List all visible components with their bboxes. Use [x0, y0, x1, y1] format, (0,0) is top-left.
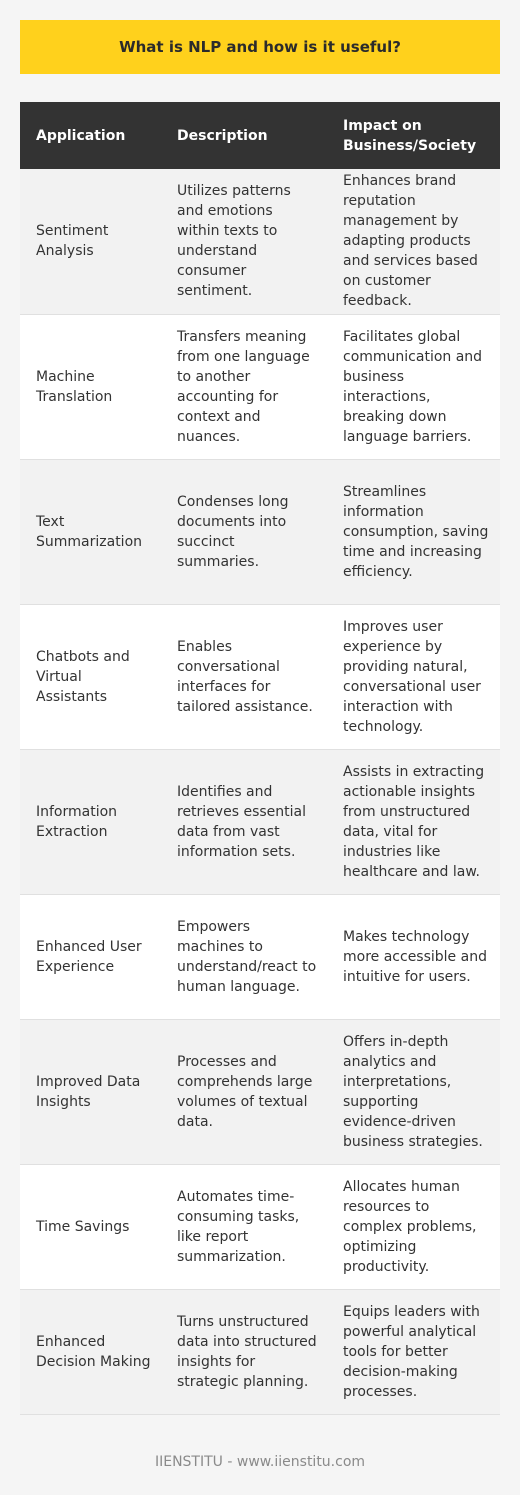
cell-impact: Makes technology more accessible and intuitive for users. — [343, 928, 487, 985]
cell-description: Identifies and retrieves essential data from vast information sets. — [177, 783, 306, 860]
cell-application: Improved Data Insights — [36, 1073, 141, 1110]
cell-impact: Assists in extracting actionable insights from unstructured data, vital for industries like healthcare and law. — [343, 763, 485, 880]
table-row — [20, 894, 500, 1019]
table-row — [20, 1289, 500, 1414]
table-row — [20, 314, 500, 459]
column-header-impact: Impact on Business/Society — [343, 117, 477, 154]
cell-application: Text Summarization — [36, 513, 143, 550]
cell-description: Turns unstructured data into structured insights for strategic planning. — [177, 1313, 317, 1390]
table-header — [20, 102, 500, 169]
footer-credit: IIENSTITU - www.iienstitu.com — [154, 1454, 366, 1470]
cell-application: Time Savings — [36, 1218, 130, 1235]
column-header-description: Description — [177, 127, 268, 144]
table-body — [20, 169, 500, 1414]
table-row — [20, 604, 500, 749]
cell-description: Automates time-consuming tasks, like report summarization. — [177, 1188, 300, 1265]
cell-application: Chatbots and Virtual Assistants — [36, 648, 130, 705]
cell-impact: Improves user experience by providing natural, conversational user interaction with technology. — [343, 618, 481, 735]
table-row — [20, 1019, 500, 1164]
table-row — [20, 459, 500, 604]
cell-application: Sentiment Analysis — [36, 223, 109, 260]
cell-description: Transfers meaning from one language to another accounting for context and nuances. — [177, 328, 310, 445]
page-title: What is NLP and how is it useful? — [20, 20, 500, 74]
cell-application: Machine Translation — [36, 368, 113, 405]
cell-description: Empowers machines to understand/react to human language. — [177, 918, 317, 995]
cell-impact: Streamlines information consumption, saving time and increasing efficiency. — [343, 483, 489, 580]
table-row — [20, 1164, 500, 1289]
cell-impact: Allocates human resources to complex problems, optimizing productivity. — [343, 1178, 477, 1275]
cell-impact: Enhances brand reputation management by adapting products and services based on customer feedback. — [343, 173, 478, 310]
cell-application: Information Extraction — [36, 803, 118, 840]
cell-description: Condenses long documents into succinct summaries. — [177, 493, 289, 570]
cell-impact: Equips leaders with powerful analytical tools for better decision-making processes. — [343, 1303, 480, 1400]
column-header-application: Application — [36, 127, 126, 144]
cell-impact: Facilitates global communication and business interactions, breaking down language barriers. — [343, 328, 483, 445]
cell-application: Enhanced Decision Making — [36, 1333, 151, 1370]
cell-description: Processes and comprehends large volumes of textual data. — [177, 1053, 313, 1130]
cell-description: Utilizes patterns and emotions within texts to understand consumer sentiment. — [177, 183, 291, 300]
cell-description: Enables conversational interfaces for tailored assistance. — [177, 638, 313, 715]
table-row — [20, 749, 500, 894]
table-row — [20, 169, 500, 314]
nlp-applications-table — [20, 102, 500, 1415]
cell-impact: Offers in-depth analytics and interpretations, supporting evidence-driven business strategies. — [343, 1033, 483, 1150]
cell-application: Enhanced User Experience — [36, 938, 142, 975]
